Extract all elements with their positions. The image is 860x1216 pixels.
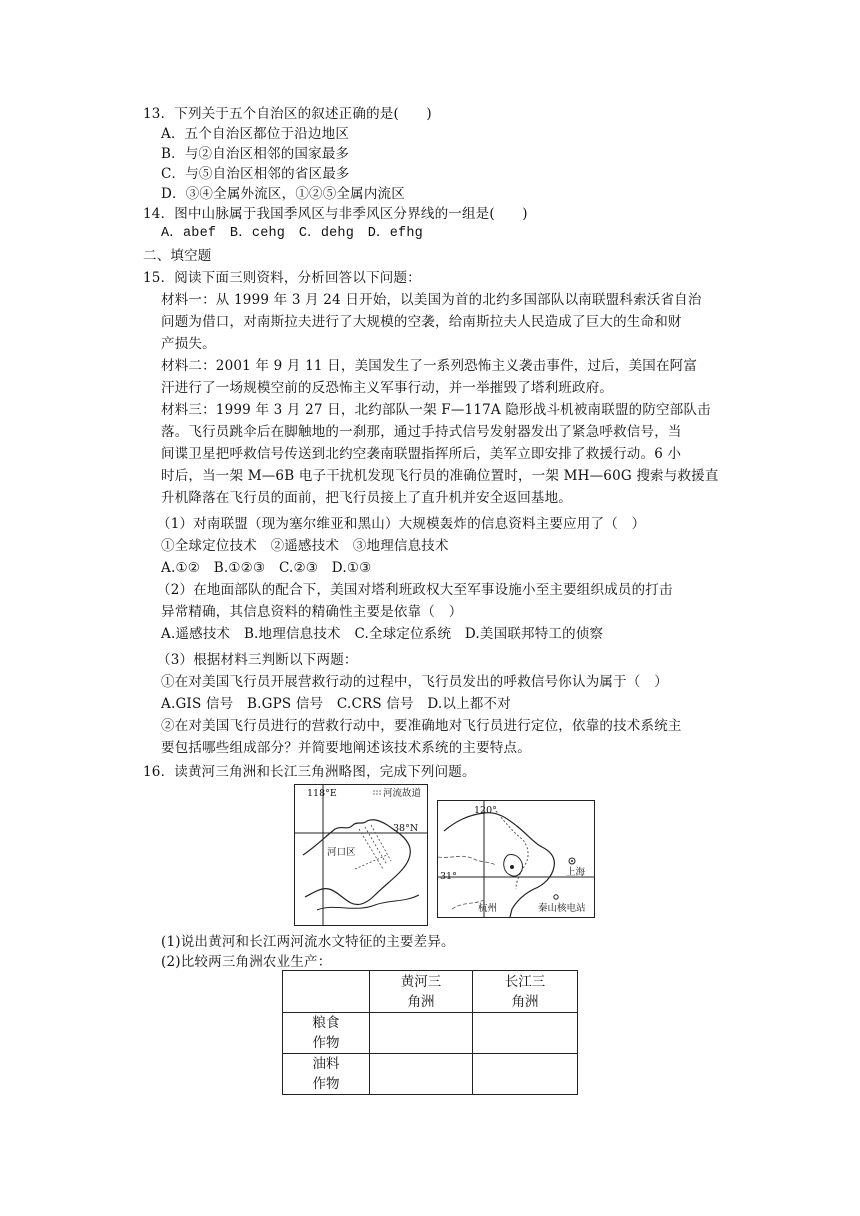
map1-latitude-label: 38°N	[393, 823, 419, 834]
table-header-yellow-river	[370, 971, 473, 1013]
q13-option-b: B．与②自治区相邻的国家最多	[161, 146, 350, 162]
q13-stem: 13．下列关于五个自治区的叙述正确的是( )	[143, 106, 432, 122]
q15-material3-line: 材料三：1999 年 3 月 27 日，北约部队一架 F—117A 隐形战斗机被南联盟的防空部队击	[161, 402, 711, 418]
map2-shanghai-label: 上海	[566, 867, 586, 878]
q15-sub1-stem: （1）对南联盟（现为塞尔维亚和黑山）大规模轰炸的信息资料主要应用了（ ）	[157, 516, 646, 532]
q15-sub3-stem: （3）根据材料三判断以下两题：	[157, 652, 358, 668]
q15-sub1-items: ①全球定位技术 ②遥感技术 ③地理信息技术	[161, 538, 449, 554]
map2-latitude-label: 31°	[440, 871, 457, 882]
header-line: 长江三	[504, 973, 546, 990]
yangtze-river-delta-map	[437, 800, 595, 918]
table-row-label-oil	[283, 1054, 370, 1095]
q15-sub3a-options: A.GIS 信号 B.GPS 信号 C.CRS 信号 D.以上都不对	[161, 696, 511, 712]
q15-sub2-options: A.遥感技术 B.地理信息技术 C.全球定位系统 D.美国联邦特工的侦察	[161, 626, 604, 642]
row-label-line: 作物	[312, 1076, 340, 1092]
q15-material1-line: 问题为借口，对南斯拉夫进行了大规模的空袭，给南斯拉夫人民造成了巨大的生命和财	[161, 314, 682, 330]
map1-region-label: 河口区	[327, 847, 356, 858]
table-header-yangtze-river	[473, 971, 578, 1013]
map1-longitude-label: 118°E	[307, 788, 337, 799]
row-label-line: 作物	[312, 1035, 340, 1051]
q15-material3-line: 升机降落在飞行员的面前，把飞行员接上了直升机并安全返回基地。	[161, 490, 572, 506]
q14-stem: 14．图中山脉属于我国季风区与非季风区分界线的一组是( )	[143, 206, 528, 222]
q15-sub3b-line: ②在对美国飞行员进行的营救行动中，要准确地对飞行员进行定位，依靠的技术系统主	[161, 718, 682, 734]
answer-cell[interactable]	[473, 1013, 578, 1054]
header-line: 角洲	[407, 993, 435, 1010]
q13-option-d: D．③④全属外流区，①②⑤全属内流区	[161, 186, 405, 202]
map2-hangzhou-label: 杭州	[478, 903, 498, 914]
q15-sub2-stem: （2）在地面部队的配合下，美国对塔利班政权大至军事设施小至主要组织成员的打击	[157, 582, 673, 598]
row-label-line: 粮食	[312, 1015, 340, 1031]
q15-material2-line: 汗进行了一场规模空前的反恐怖主义军事行动，并一举摧毁了塔利班政府。	[161, 380, 614, 396]
q15-material3-line: 落。飞行员跳伞后在脚触地的一刹那，通过手持式信号发射器发出了紧急呼救信号，当	[161, 424, 682, 440]
yellow-river-map-drawing	[295, 785, 427, 925]
q15-stem: 15．阅读下面三则资料，分析回答以下问题：	[143, 270, 421, 286]
q15-sub2-stem: 异常精确，其信息资料的精确性主要是依靠（ ）	[161, 604, 463, 620]
answer-cell[interactable]	[370, 1013, 473, 1054]
table-row-label-grain	[283, 1013, 370, 1054]
q15-material3-line: 间谍卫星把呼救信号传送到北约空袭南联盟指挥所后，美军立即安排了救援行动。6 小	[161, 446, 682, 462]
answer-cell[interactable]	[473, 1054, 578, 1095]
section-heading: 二、填空题	[143, 248, 212, 264]
map1-legend-label: 河流故道	[383, 788, 422, 799]
q15-material3-line: 时后，当一架 M—6B 电子干扰机发现飞行员的准确位置时，一架 MH—60G 搜索与救援直	[161, 468, 719, 484]
yellow-river-delta-map	[294, 784, 428, 926]
table-corner-cell	[283, 971, 370, 1013]
q14-options: A．abef B．cehg C．dehg D．efhg	[161, 226, 423, 241]
answer-cell[interactable]	[370, 1054, 473, 1095]
q15-material1-line: 产损失。	[161, 336, 216, 352]
q15-sub3b-line: 要包括哪些组成部分？并简要地阐述该技术系统的主要特点。	[161, 740, 531, 756]
map2-qinshan-label: 秦山核电站	[538, 903, 586, 914]
row-label-line: 油料	[312, 1056, 340, 1072]
q15-sub3a-stem: ①在对美国飞行员开展营救行动的过程中，飞行员发出的呼救信号你认为属于（ ）	[161, 674, 668, 690]
q16-question1: (1)说出黄河和长江两河流水文特征的主要差异。	[161, 934, 455, 950]
q16-question2: (2)比较两三角洲农业生产：	[161, 954, 332, 970]
q16-stem: 16．读黄河三角洲和长江三角洲略图，完成下列问题。	[143, 764, 476, 780]
header-line: 黄河三	[400, 973, 442, 990]
yangtze-river-map-drawing	[438, 801, 594, 917]
comparison-table	[282, 970, 578, 1095]
q13-option-c: C．与⑤自治区相邻的省区最多	[161, 166, 350, 182]
q15-material2-line: 材料二：2001 年 9 月 11 日，美国发生了一系列恐怖主义袭击事件，过后，美国在阿富	[161, 358, 698, 374]
q15-sub1-options: A.①② B.①②③ C.②③ D.①③	[161, 560, 372, 576]
q13-option-a: A．五个自治区都位于沿边地区	[161, 126, 350, 142]
map2-longitude-label: 120°	[474, 805, 497, 816]
q15-material1-line: 材料一：从 1999 年 3 月 24 日开始，以美国为首的北约多国部队以南联盟科索沃省自治	[161, 292, 702, 308]
header-line: 角洲	[511, 993, 539, 1010]
